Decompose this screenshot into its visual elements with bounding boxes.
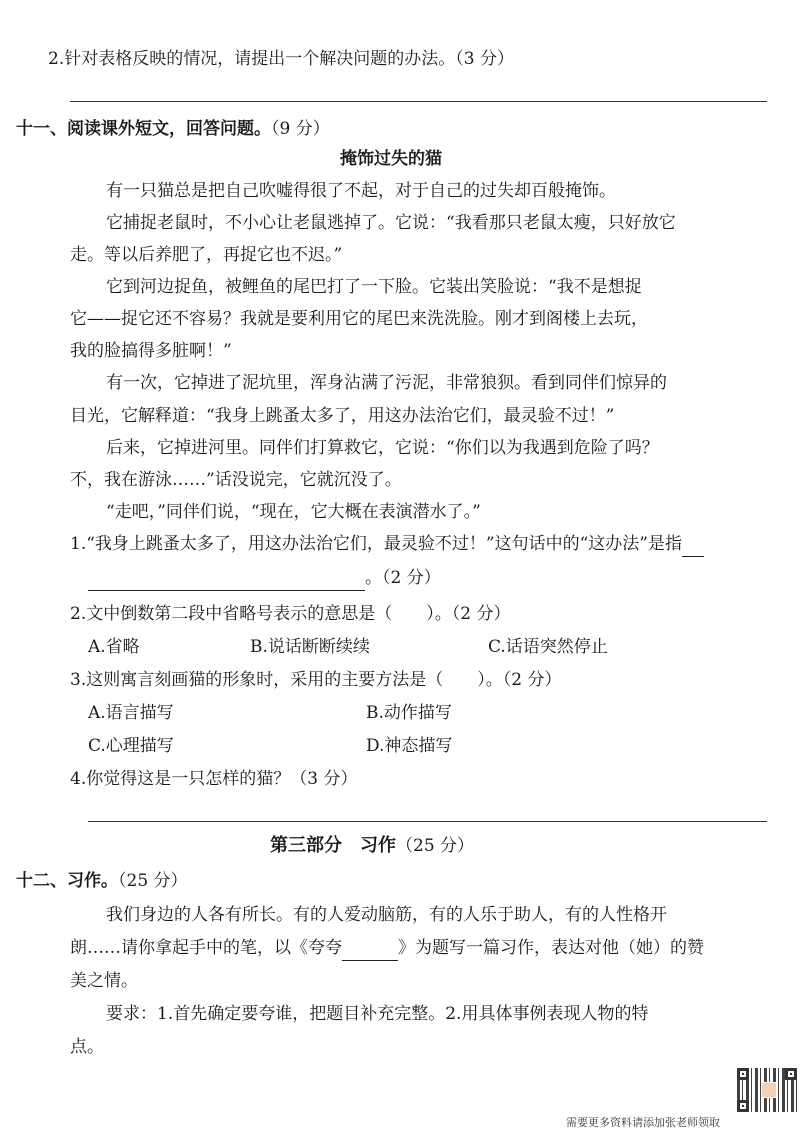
question-2-top: 2.针对表格反映的情况，请提出一个解决问题的办法。（3 分） xyxy=(48,49,514,69)
essay-line: 美之情。 xyxy=(70,971,138,991)
divider-part3 xyxy=(88,821,767,822)
question-3 xyxy=(70,668,561,692)
option-c: C.心理描写 xyxy=(88,736,174,756)
essay-line: 要求：1.首先确定要夸谁，把题目补充完整。2.用具体事例表现人物的特 xyxy=(106,1004,649,1024)
section-12-heading xyxy=(16,869,188,893)
title-blank[interactable] xyxy=(342,936,398,961)
question-4: 4.你觉得这是一只怎样的猫？（3 分） xyxy=(70,769,358,789)
paragraph-line: 我的脸搞得多脏啊！” xyxy=(70,341,232,361)
section-11-score: （9 分） xyxy=(271,119,330,139)
paragraph-line: 走。等以后养肥了，再捉它也不迟。” xyxy=(70,245,343,265)
question-1 xyxy=(70,532,704,557)
paragraph-line: 后来，它掉进河里。同伴们打算救它，它说：“你们以为我遇到危险了吗？ xyxy=(106,438,659,458)
essay-prompt: 朗……请你拿起手中的笔，以《夸夸 xyxy=(70,938,342,958)
question-1-tail: 。（2 分） xyxy=(365,568,441,588)
answer-paren[interactable] xyxy=(443,668,477,692)
question-3-text: 3.这则寓言刻画猫的形象时，采用的主要方法是（ xyxy=(70,670,444,690)
avatar xyxy=(761,1082,777,1098)
question-2 xyxy=(70,602,510,626)
paragraph-line: 目光，它解释道：“我身上跳蚤太多了，用这办法治它们，最灵验不过！” xyxy=(70,406,615,426)
section-12-title: 十二、习作。 xyxy=(16,871,118,891)
paragraph-line: 有一只猫总是把自己吹嘘得很了不起，对于自己的过失却百般掩饰。 xyxy=(106,181,616,201)
answer-paren[interactable] xyxy=(392,602,426,626)
paragraph-line: 它捕捉老鼠时，不小心让老鼠逃掉了。它说：“我看那只老鼠太瘦，只好放它 xyxy=(106,213,676,233)
answer-blank[interactable] xyxy=(682,532,704,557)
essay-line: 我们身边的人各有所长。有的人爱动脑筋，有的人乐于助人，有的人性格开 xyxy=(106,905,667,925)
paragraph-line: 它到河边捉鱼，被鲤鱼的尾巴打了一下脸。它装出笑脸说：“我不是想捉 xyxy=(106,277,642,297)
question-2-text: 2.文中倒数第二段中省略号表示的意思是（ xyxy=(70,604,393,624)
question-3-score: ）。（2 分） xyxy=(477,670,562,690)
article-title: 掩饰过失的猫 xyxy=(340,149,442,169)
option-c: C.话语突然停止 xyxy=(488,637,608,657)
qr-code xyxy=(737,1068,797,1112)
option-a: A.省略 xyxy=(88,637,140,657)
essay-line xyxy=(70,936,704,961)
divider-top xyxy=(70,101,767,102)
part3-score: （25 分） xyxy=(396,836,475,856)
paragraph-line: “走吧，”同伴们说，“现在，它大概在表演潜水了。” xyxy=(106,502,481,522)
part3-title: 第三部分 习作 xyxy=(270,835,396,856)
question-1-text: 1.“我身上跳蚤太多了，用这办法治它们，最灵验不过！”这句话中的“这办法”是指 xyxy=(70,534,682,554)
paragraph-line: 它——捉它还不容易？我就是要利用它的尾巴来洗洗脸。刚才到阁楼上去玩， xyxy=(70,309,648,329)
part3-heading xyxy=(270,834,474,858)
section-11-title: 十一、阅读课外短文，回答问题。 xyxy=(16,119,271,139)
question-1-continuation xyxy=(88,566,441,591)
answer-blank[interactable] xyxy=(88,566,365,591)
section-12-score: （25 分） xyxy=(118,871,188,891)
option-b: B.动作描写 xyxy=(366,703,452,723)
paragraph-line: 有一次，它掉进了泥坑里，浑身沾满了污泥，非常狼狈。看到同伴们惊异的 xyxy=(106,373,667,393)
essay-prompt-tail: 》为题写一篇习作，表达对他（她）的赞 xyxy=(398,938,704,958)
footer-note: 需要更多资料请添加张老师领取 xyxy=(566,1116,720,1129)
section-11-heading xyxy=(16,117,330,141)
option-a: A.语言描写 xyxy=(88,703,174,723)
option-d: D.神态描写 xyxy=(366,736,453,756)
essay-line: 点。 xyxy=(70,1037,104,1057)
paragraph-line: 不，我在游泳……”话没说完，它就沉没了。 xyxy=(70,470,402,490)
question-2-score: ）。（2 分） xyxy=(426,604,511,624)
option-b: B.说话断断续续 xyxy=(250,637,370,657)
